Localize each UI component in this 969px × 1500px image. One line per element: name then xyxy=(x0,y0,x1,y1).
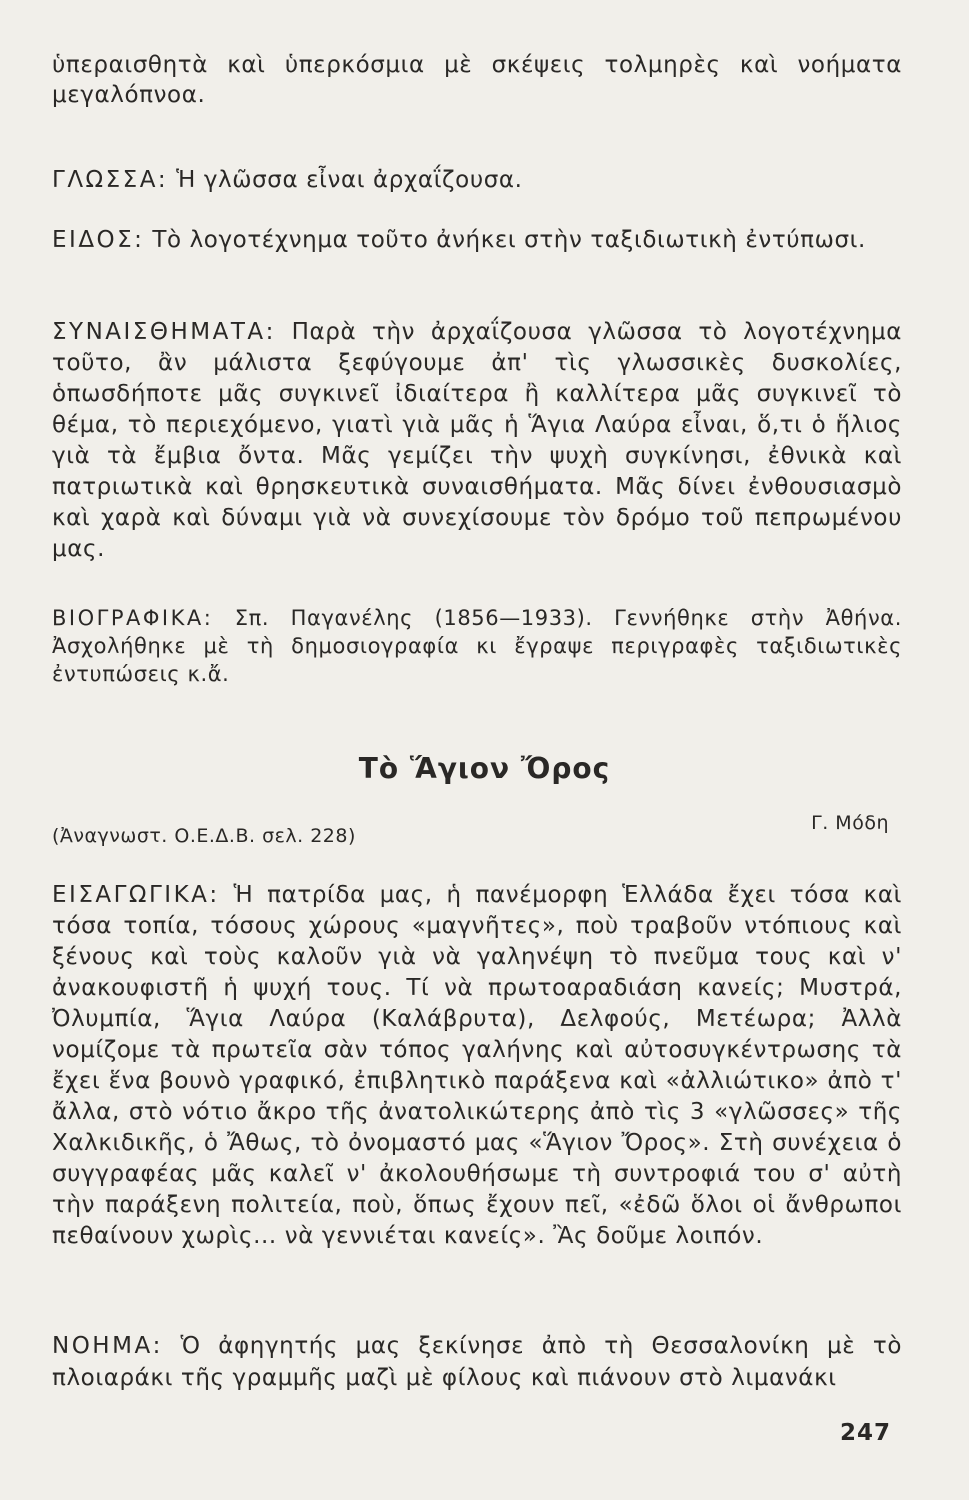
noima-text: Ὁ ἀφηγητής μας ξεκίνησε ἀπὸ τὴ Θεσσαλονίκη μὲ τὸ πλοιαράκι τῆς γραμμῆς μαζὶ μὲ φίλους καὶ πιάνουν στὸ λιμανάκι xyxy=(52,1333,902,1391)
synaisthimata-label: ΣΥΝΑΙΣΘΗΜΑΤΑ: xyxy=(52,319,276,345)
glossa-text: Ἡ γλῶσσα εἶναι ἀρχαΐζουσα. xyxy=(176,167,523,193)
noima-paragraph xyxy=(52,1330,902,1394)
glossa-label: ΓΛΩΣΣΑ: xyxy=(52,167,169,193)
viografika-paragraph xyxy=(52,604,902,688)
eisagogika-label: ΕΙΣΑΓΩΓΙΚΑ: xyxy=(52,882,220,908)
viografika-label: ΒΙΟΓΡΑΦΙΚΑ: xyxy=(52,606,214,630)
intro-fragment-text: ὑπεραισθητὰ καὶ ὑπερκόσμια μὲ σκέψεις τολμηρὲς καὶ νοήματα μεγαλόπνοα. xyxy=(52,52,902,108)
eidos-text: Τὸ λογοτέχνημα τοῦτο ἀνήκει στὴν ταξιδιωτικὴ ἐντύπωσι. xyxy=(152,227,866,253)
author-name: Γ. Μόδη xyxy=(811,812,889,834)
eisagogika-text: Ἡ πατρίδα μας, ἡ πανέμορφη Ἑλλάδα ἔχει τόσα καὶ τόσα τοπία, τόσους χώρους «μαγνῆτες», ποὺ τραβοῦν ντόπιους καὶ ξένους καὶ τοὺς καλοῦν γιὰ νὰ γαληνέψη τὸ πνεῦμα τους καὶ ν' ἀνακουφιστῆ ἡ ψυχή τους. Τί νὰ πρωτοαραδιάση κανείς; Μυστρά, Ὀλυμπία, Ἅγια Λαύρα (Καλάβρυτα), Δελφούς, Μετέωρα; Ἀλλὰ νομίζομε τὰ πρωτεῖα σὰν τόπος γαλήνης καὶ αὐτοσυγκέντρωσης τὰ ἔχει ἕνα βουνὸ γραφικό, ἐπιβλητικὸ παράξενα καὶ «ἀλλιώτικο» ἀπὸ τ' ἄλλα, στὸ νότιο ἄκρο τῆς ἀνατολικώτερης ἀπὸ τὶς 3 «γλῶσσες» τῆς Χαλκιδικῆς, ὁ Ἄθως, τὸ ὀνομαστό μας «Ἅγιον Ὄρος». Στὴ συνέχεια ὁ συγγραφέας μᾶς καλεῖ ν' ἀκολουθήσωμε τὴ συντροφιά του σ' αὐτὴ τὴν παράξενη πολιτεία, ποὺ, ὅπως ἔχουν πεῖ, «ἐδῶ ὅλοι οἱ ἄνθρωποι πεθαίνουν χωρὶς... νὰ γεννιέται κανείς». Ἂς δοῦμε λοιπόν. xyxy=(52,882,902,1249)
page-number: 247 xyxy=(839,1420,891,1446)
eisagogika-paragraph xyxy=(52,880,902,1252)
eidos-paragraph xyxy=(52,225,902,255)
glossa-paragraph xyxy=(52,165,902,195)
viografika-text: Σπ. Παγανέλης (1856—1933). Γεννήθηκε στὴν Ἀθήνα. Ἀσχολήθηκε μὲ τὴ δημοσιογραφία κι ἔγραψε περιγραφὲς ταξιδιωτικὲς ἐντυπώσεις κ.ἄ. xyxy=(52,606,903,686)
noima-label: ΝΟΗΜΑ: xyxy=(52,1333,163,1359)
synaisthimata-paragraph xyxy=(52,317,902,565)
intro-fragment-paragraph xyxy=(52,50,902,110)
eidos-label: ΕΙΔΟΣ: xyxy=(52,227,145,253)
chapter-title: Τὸ Ἅγιον Ὄρος xyxy=(358,752,611,785)
synaisthimata-text: Παρὰ τὴν ἀρχαΐζουσα γλῶσσα τὸ λογοτέχνημα τοῦτο, ἂν μάλιστα ξεφύγουμε ἀπ' τὶς γλωσσικὲς δυσκολίες, ὁπωσδήποτε μᾶς συγκινεῖ ἰδιαίτερα ἢ καλλίτερα μᾶς συγκινεῖ τὸ θέμα, τὸ περιεχόμενο, γιατὶ γιὰ μᾶς ἡ Ἅγια Λαύρα εἶναι, ὅ,τι ὁ ἥλιος γιὰ τὰ ἔμβια ὄντα. Μᾶς γεμίζει τὴν ψυχὴ συγκίνησι, ἐθνικὰ καὶ πατριωτικὰ καὶ θρησκευτικὰ συναισθήματα. Μᾶς δίνει ἐνθουσιασμὸ καὶ χαρὰ καὶ δύναμι γιὰ νὰ συνεχίσουμε τὸν δρόμο τοῦ πεπρωμένου μας. xyxy=(52,319,902,562)
source-reference: (Ἀναγνωστ. Ο.Ε.Δ.Β. σελ. 228) xyxy=(52,825,356,847)
